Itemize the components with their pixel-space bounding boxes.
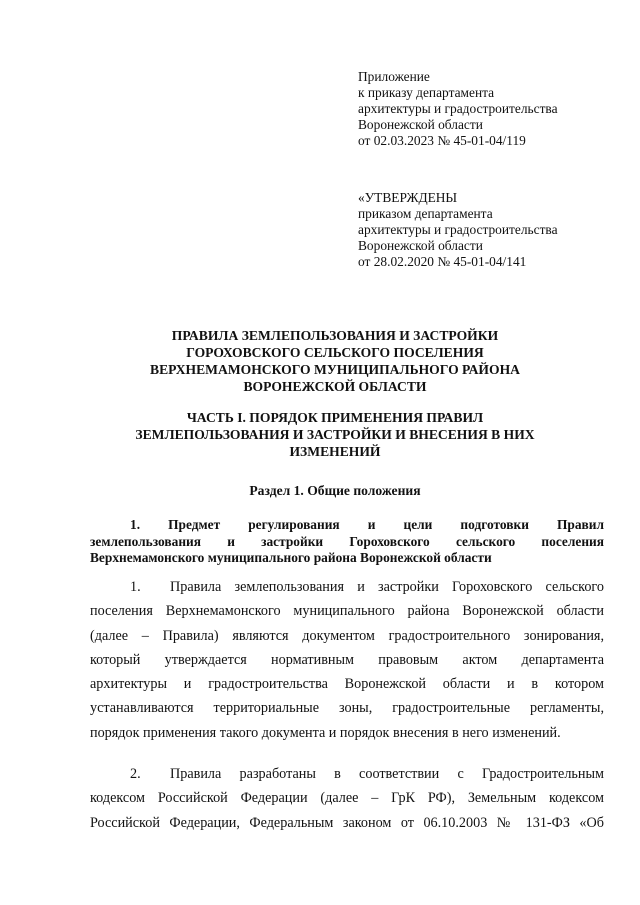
paragraph-line: порядок применения такого документа и порядок внесения в него изменений. xyxy=(90,724,561,741)
annex-line: к приказу департамента xyxy=(358,85,495,100)
section-heading: Раздел 1. Общие положения xyxy=(249,483,421,498)
paragraph-line: (далее – Правила) являются документом градостроительного зонирования, xyxy=(90,627,604,644)
part-title-line: ИЗМЕНЕНИЙ xyxy=(289,444,381,459)
title-line: ВЕРХНЕМАМОНСКОГО МУНИЦИПАЛЬНОГО РАЙОНА xyxy=(150,362,520,377)
annex-line: архитектуры и градостроительства xyxy=(358,101,558,116)
title-line: ВОРОНЕЖСКОЙ ОБЛАСТИ xyxy=(243,379,427,394)
approval-block xyxy=(358,190,618,270)
paragraph-first-line xyxy=(90,575,604,599)
title-line: ГОРОХОВСКОГО СЕЛЬСКОГО ПОСЕЛЕНИЯ xyxy=(186,345,484,360)
annex-line: Воронежской области xyxy=(358,117,483,132)
paragraph-line: Российской Федерации, Федеральным законом от 06.10.2003 № 131-ФЗ «Об xyxy=(90,814,604,831)
approval-line: «УТВЕРЖДЕНЫ xyxy=(358,190,458,205)
approval-line: архитектуры и градостроительства xyxy=(358,222,558,237)
paragraph-number: 2. xyxy=(130,766,141,782)
paragraph-text: Правила землепользования и застройки Гороховского сельского xyxy=(170,579,604,595)
part-title-line: ЧАСТЬ I. ПОРЯДОК ПРИМЕНЕНИЯ ПРАВИЛ xyxy=(186,410,484,425)
approval-line: от 28.02.2020 № 45-01-04/141 xyxy=(358,254,527,269)
document-title xyxy=(90,327,580,395)
paragraph-text: Правила разработаны в соответствии с Градостроительным xyxy=(170,766,604,782)
part-title xyxy=(90,409,580,460)
paragraph-line: поселения Верхнемамонского муниципального района Воронежской области xyxy=(90,603,604,620)
approval-line: Воронежской области xyxy=(358,238,483,253)
paragraph-line: архитектуры и градостроительства Воронежской области и в котором xyxy=(90,676,604,693)
paragraph-line: устанавливаются территориальные зоны, градостроительные регламенты, xyxy=(90,700,604,717)
approval-line: приказом департамента xyxy=(358,206,493,221)
paragraph-1 xyxy=(90,575,604,745)
annex-line: Приложение xyxy=(358,69,430,84)
paragraph-line: который утверждается нормативным правовым актом департамента xyxy=(90,651,604,668)
subject-line: 1. Предмет регулирования и цели подготовки Правил xyxy=(130,517,604,532)
paragraph-2 xyxy=(90,762,604,835)
paragraph-number: 1. xyxy=(130,579,141,595)
paragraph-line: кодексом Российской Федерации (далее – ГрК РФ), Земельным кодексом xyxy=(90,790,604,807)
annex-block xyxy=(358,69,618,149)
subject-heading xyxy=(90,517,604,567)
paragraph-first-line xyxy=(90,762,604,786)
subject-line: Верхнемамонского муниципального района Воронежской области xyxy=(90,550,492,565)
subject-line: землепользования и застройки Гороховского сельского поселения xyxy=(90,533,604,549)
part-title-line: ЗЕМЛЕПОЛЬЗОВАНИЯ И ЗАСТРОЙКИ И ВНЕСЕНИЯ В НИХ xyxy=(135,427,535,442)
title-line: ПРАВИЛА ЗЕМЛЕПОЛЬЗОВАНИЯ И ЗАСТРОЙКИ xyxy=(171,328,499,343)
annex-line: от 02.03.2023 № 45-01-04/119 xyxy=(358,133,526,148)
